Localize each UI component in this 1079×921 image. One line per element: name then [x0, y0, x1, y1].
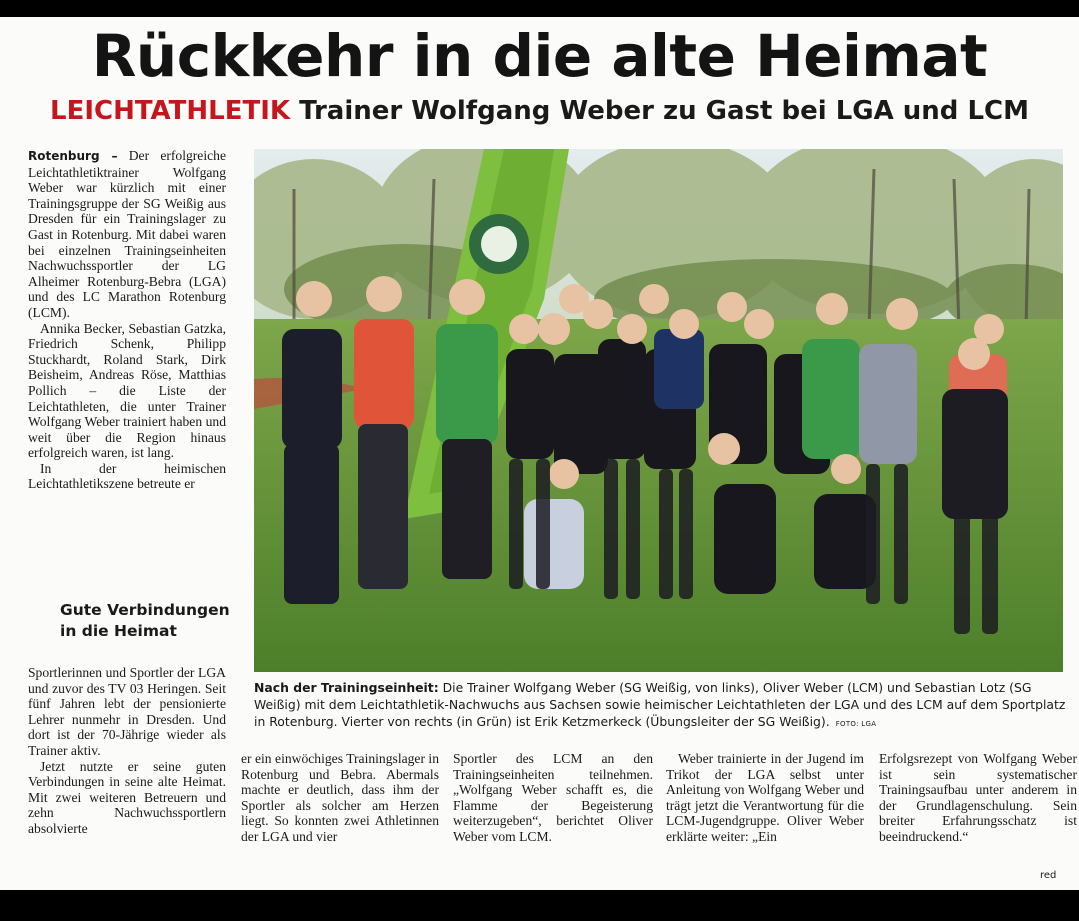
caption-lead: Nach der Trainingseinheit: [254, 680, 439, 695]
team-photo [254, 149, 1063, 672]
subheading: Gute Verbindungen in die Heimat [60, 601, 230, 640]
paragraph-4: Sportlerinnen und Sportler der LGA und zuvor des TV 03 Heringen. Seit fünf Jahren lebt der pensionierte Lehrer nunmehr in Dresden. Und dort ist der 70-Jährige wieder als Trainer aktiv. [28, 665, 226, 758]
subline-text: Trainer Wolfgang Weber zu Gast bei LGA und LCM [290, 96, 1029, 126]
photo-illustration [254, 149, 1063, 672]
article-column-2: er ein einwöchiges Trainingslager in Rotenburg und Bebra. Abermals machte er deutlich, dass ihm der Sportler als solcher am Herzen liegt. So konnten zwei Athletinnen der LGA und vier [241, 751, 439, 844]
caption-text: Die Trainer Wolfgang Weber (SG Weißig, von links), Oliver Weber (LCM) und Sebastian Lotz (SG Weißig) mit dem Leichtathletik-Nachwuchs aus Sachsen sowie heimischer Leichtathleten der LGA und des LCM auf dem Sportplatz in Rotenburg. Vierter von rechts (in Grün) ist Erik Ketzmerkeck (Übungsleiter der SG Weißig). [254, 680, 1066, 729]
photo-credit: FOTO: LGA [835, 720, 877, 728]
subline [0, 95, 1079, 127]
headline: Rückkehr in die alte Heimat [91, 22, 988, 90]
dateline: Rotenburg – [28, 149, 118, 163]
article-column-5: Erfolgsrezept von Wolfgang Weber ist sein systematischer Trainingsaufbau unter anderem in der Grundlagenschulung. Sein breiter Erfahrungsschatz ist beeindruckend.“ [879, 751, 1077, 844]
kicker: LEICHTATHLETIK [50, 96, 291, 126]
article-column-1-bottom [28, 665, 226, 837]
photo-caption [254, 679, 1070, 733]
paragraph-2: Annika Becker, Sebastian Gatzka, Friedrich Schenk, Philipp Stuckhardt, Roland Stark, Dirk Beisheim, Andreas Röse, Matthias Pollich – die Liste der Leichtathleten, die unter Trainer Wolfgang Weber trainiert haben und weit über die Region hinaus erfolgreich waren, ist lang. [28, 320, 226, 461]
article-column-4: Weber trainierte in der Jugend im Trikot der LGA selbst unter Anleitung von Wolfgang Weber und trägt jetzt die Verantwortung für die LCM-Jugendgruppe. Oliver Weber erklärte weiter: „Ein [666, 751, 864, 844]
author-signature: red [1040, 870, 1057, 881]
article-column-3: Sportler des LCM an den Trainingseinheiten teilnehmen. „Wolfgang Weber schafft es, die Flamme der Begeisterung weiterzugeben“, berichtet Oliver Weber vom LCM. [453, 751, 653, 844]
paragraph-3: In der heimischen Leichtathletikszene betreute er [28, 460, 226, 492]
paragraph-5: Jetzt nutzte er seine guten Verbindungen in seine alte Heimat. Mit zwei weiteren Betreuern und zehn Nachwuchssportlern absolvierte [28, 758, 226, 836]
paragraph-1: Rotenburg – Der erfolgreiche Leichtathletiktrainer Wolfgang Weber war kürzlich mit einer Trainingsgruppe der SG Weißig aus Dresden für ein Trainingslager zu Gast in Rotenburg. Mit dabei waren bei einzelnen Trainingseinheiten Nachwuchssportler der LG Alheimer Rotenburg-Bebra (LGA) und des LC Marathon Rotenburg (LCM). [28, 148, 226, 320]
newspaper-page [0, 17, 1079, 890]
article-column-1-top [28, 148, 226, 492]
